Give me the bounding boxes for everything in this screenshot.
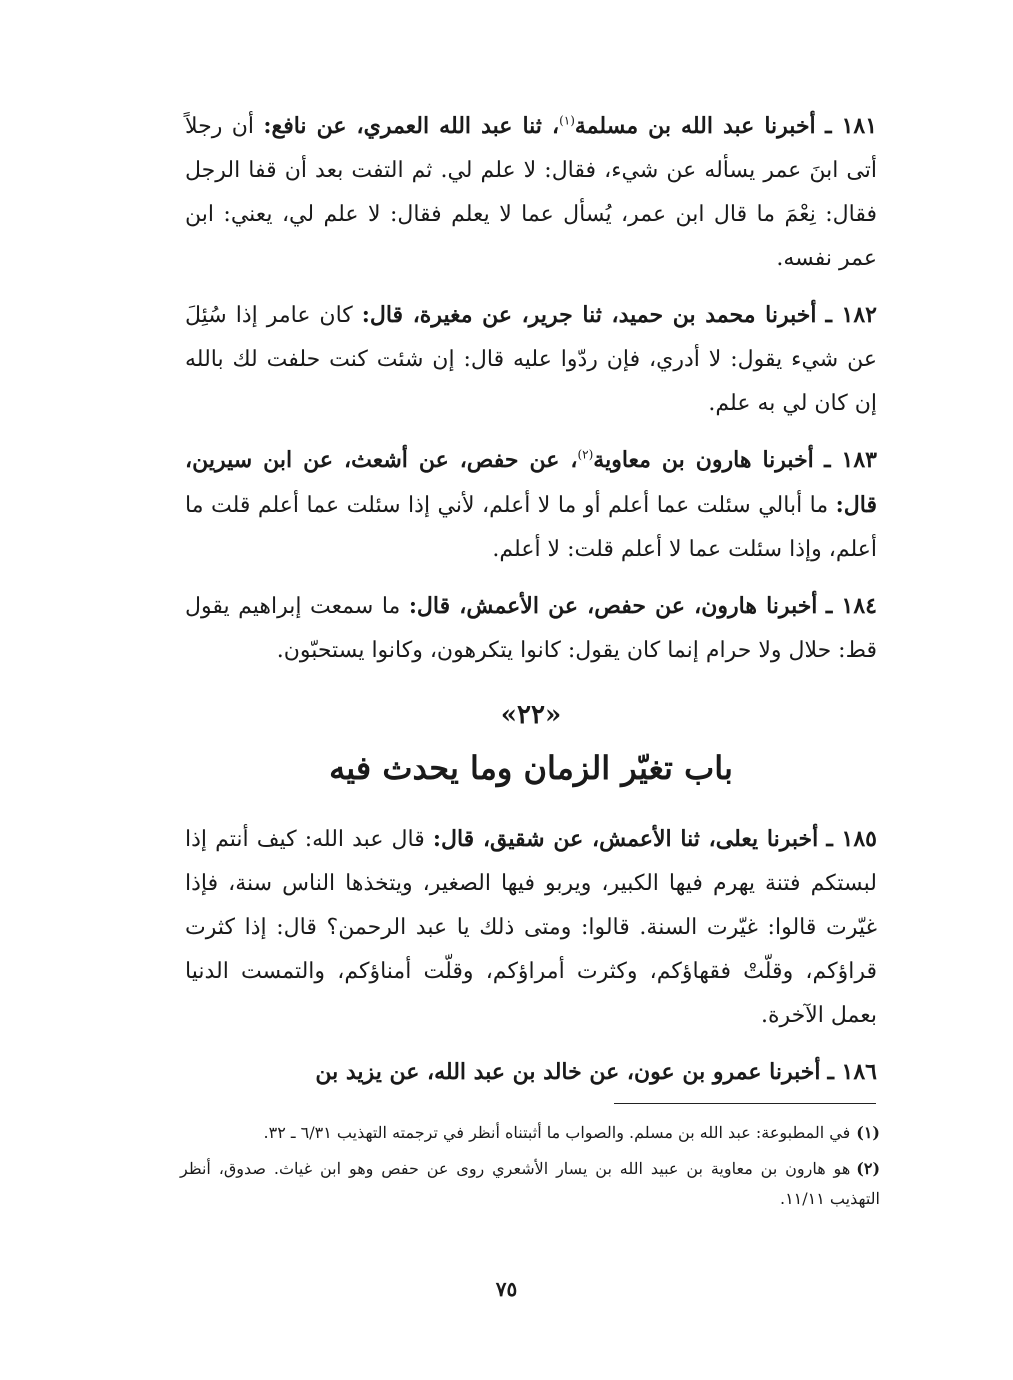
hadith-number: ١٨٦ ـ	[827, 1059, 877, 1085]
footnote-text: هو هارون بن معاوية بن عبيد الله بن يسار الأشعري روى عن حفص وهو ابن غياث. صدوق، أنظر التهذيب ١١/١١.	[180, 1159, 880, 1208]
matn: أن رجلاً أتى ابنَ عمر يسأله عن شيء، فقال: لا علم لي. ثم التفت بعد أن قفا الرجل فقال: نِعْمَ ما قال ابن عمر، يُسأل عما لا يعلم فقال: لا علم لي، يعني: ابن عمر نفسه.	[185, 114, 877, 271]
footnote-divider	[614, 1103, 876, 1104]
hadith-186	[185, 1050, 877, 1095]
isnad: أخبرنا عمرو بن عون، عن خالد بن عبد الله، عن يزيد بن	[315, 1059, 821, 1085]
matn: قال عبد الله: كيف أنتم إذا لبستكم فتنة يهرم فيها الكبير، ويربو فيها الصغير، ويتخذها الناس سنة، فإذا غيّرت قالوا: غيّرت السنة. قالوا: ومتى ذلك يا عبد الرحمن؟ قال: إذا كثرت قراؤكم، وقلّتْ فقهاؤكم، وكثرت أمراؤكم، وقلّت أمناؤكم، والتمست الدنيا بعمل الآخرة.	[185, 827, 877, 1028]
hadith-182	[185, 293, 877, 426]
chapter-title: باب تغيّر الزمان وما يحدث فيه	[329, 749, 733, 787]
isnad: أخبرنا محمد بن حميد، ثنا جرير، عن مغيرة، قال:	[361, 302, 817, 328]
hadith-number: ١٨٣ ـ	[824, 447, 877, 473]
chapter-number: «٢٢»	[500, 700, 562, 730]
hadith-183	[185, 438, 877, 572]
footnote-ref: (٢)	[577, 447, 594, 462]
isnad: أخبرنا يعلى، ثنا الأعمش، عن شقيق، قال:	[432, 826, 819, 852]
hadith-number: ١٨٥ ـ	[826, 826, 877, 852]
footnotes	[180, 1118, 880, 1220]
footnote-number: (١)	[856, 1123, 880, 1142]
page-number: ٧٥	[495, 1277, 518, 1301]
matn: ما أبالي سئلت عما أعلم أو ما لا أعلم، لأني إذا سئلت عما أعلم قلت ما أعلم، وإذا سئلت عما لا أعلم قلت: لا أعلم.	[185, 493, 877, 562]
hadith-number: ١٨٢ ـ	[825, 302, 877, 328]
footnote-ref: (١)	[559, 113, 575, 128]
hadith-185	[185, 817, 877, 1038]
isnad: أخبرنا هارون، عن حفص، عن الأعمش، قال:	[408, 593, 818, 619]
isnad-continued: ، عن حفص، عن أشعث، عن ابن سيرين، قال:	[185, 447, 877, 518]
matn: ما سمعت إبراهيم يقول قط: حلال ولا حرام إنما كان يقول: كانوا يتكرهون، وكانوا يستحبّون.	[185, 594, 877, 663]
footnote-1	[180, 1118, 880, 1148]
hadith-number: ١٨١ ـ	[825, 113, 878, 139]
footnote-2	[180, 1154, 880, 1214]
isnad: أخبرنا عبد الله بن مسلمة	[574, 113, 816, 139]
hadith-181	[185, 104, 877, 281]
main-text	[185, 104, 877, 1107]
hadith-184	[185, 584, 877, 673]
matn: كان عامر إذا سُئِلَ عن شيء يقول: لا أدري، فإن ردّوا عليه قال: إن شئت كنت حلفت لك بالله إن كان لي به علم.	[185, 303, 877, 416]
isnad-continued: ، ثنا عبد الله العمري، عن نافع:	[263, 113, 560, 139]
hadith-number: ١٨٤ ـ	[825, 593, 877, 619]
footnote-number: (٢)	[856, 1159, 881, 1178]
isnad: أخبرنا هارون بن معاوية	[593, 447, 814, 473]
footnote-text: في المطبوعة: عبد الله بن مسلم. والصواب ما أثبتناه أنظر في ترجمته التهذيب ٦/٣١ ـ ٣٢.	[263, 1123, 851, 1142]
